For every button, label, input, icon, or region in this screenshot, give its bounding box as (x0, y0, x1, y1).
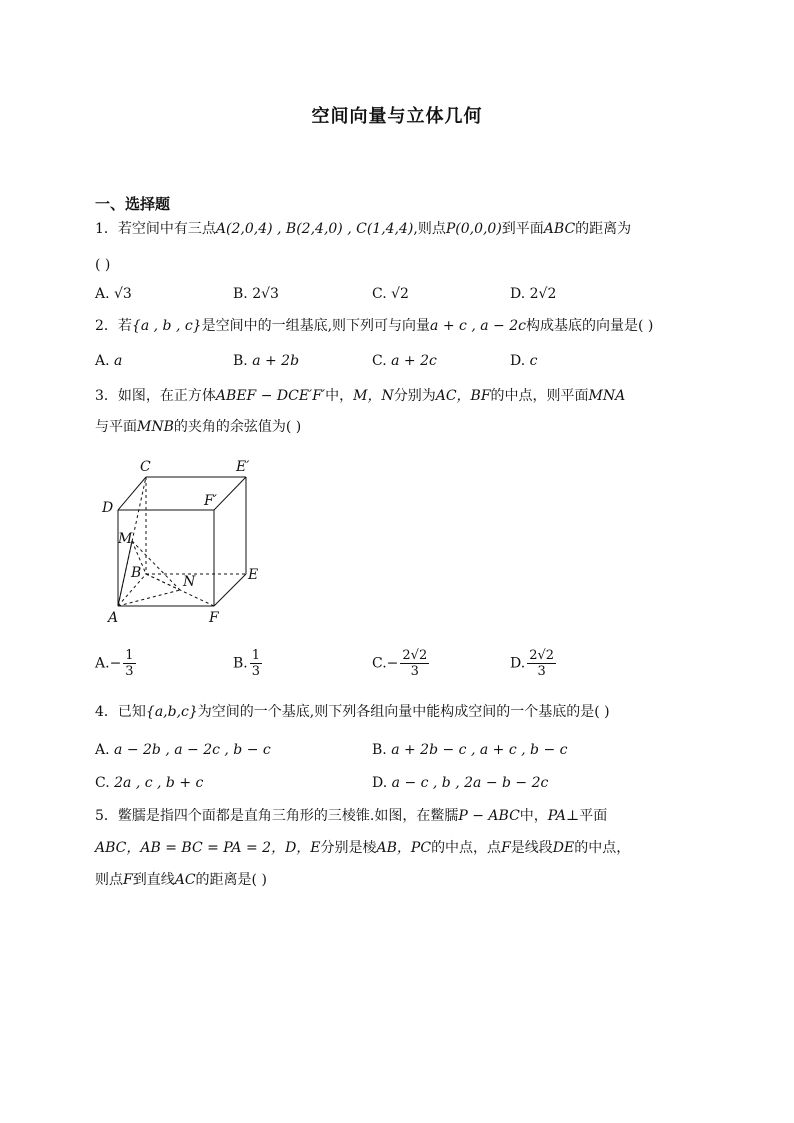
segments: AC，BF (435, 388, 491, 404)
label-f: F (209, 610, 219, 626)
question-text: 到平面 (501, 221, 544, 237)
option-b[interactable]: B. $\frac{1}{3}$ (233, 648, 261, 679)
question-text: 若空间中有三点 (117, 221, 216, 237)
option-a[interactable]: A.− $\frac{1}{3}$ (95, 648, 134, 679)
points-mn: M，N (353, 388, 394, 404)
question-text: 若 (117, 318, 132, 334)
option-d[interactable]: D. $\frac{2√2}{3}$ (510, 648, 555, 679)
question-1 (95, 219, 631, 239)
label-f-prime: F′ (204, 493, 217, 509)
option-c[interactable]: C.− $\frac{2√2}{3}$ (372, 648, 428, 679)
question-text: 已知 (117, 704, 146, 720)
page-title: 空间向量与立体几何 (311, 106, 483, 127)
question-5-line-3: 则点F到直线AC的距离是( ) (95, 872, 267, 888)
label-n: N (183, 574, 196, 590)
option-c[interactable]: C. a + 2c (372, 353, 437, 369)
point-p: P(0,0,0) (445, 221, 502, 237)
option-c[interactable]: C. √2 (372, 286, 409, 302)
question-number: 2． (95, 318, 118, 334)
question-text: 分别为 (393, 388, 436, 404)
question-5-line-2: ABC，AB = BC = PA = 2，D，E分别是棱AB，PC的中点，点F是线段DE的中点， (95, 840, 631, 856)
question-text: 构成基底的向量是( ) (525, 318, 654, 334)
question-text: 的夹角的余弦值为( ) (173, 419, 302, 435)
label-c: C (140, 459, 151, 475)
vectors: a + c , a − 2c (430, 318, 526, 334)
label-a: A (108, 610, 119, 626)
answer-paren: ( ) (95, 257, 111, 273)
question-text: 为空间的一个基底,则下列各组向量中能构成空间的一个基底的是( ) (197, 704, 610, 720)
plane-mna: MNA (588, 388, 626, 404)
option-d[interactable]: D. c (510, 353, 538, 369)
label-e-prime: E′ (236, 459, 250, 475)
question-number: 5． (95, 808, 118, 824)
cube-name: ABEF − DCE′F′ (215, 388, 326, 404)
option-a[interactable]: A. a (95, 353, 123, 369)
question-number: 4． (95, 704, 118, 720)
question-3-line-2 (95, 417, 301, 437)
label-m: M (118, 531, 133, 547)
question-number: 1． (95, 221, 118, 237)
question-text: 是空间中的一组基底,则下列可与向量 (201, 318, 431, 334)
option-b[interactable]: B. a + 2b − c , a + c , b − c (372, 742, 568, 758)
basis-set: {a,b,c} (145, 704, 198, 720)
question-text: ,则点 (413, 221, 446, 237)
plane-mnb: MNB (137, 419, 174, 435)
question-text: 鳖臑是指四个面都是直角三角形的三棱锥.如图，在鳖臑 (117, 808, 459, 824)
question-3 (95, 386, 625, 406)
question-2 (95, 316, 653, 336)
option-b[interactable]: B. 2√3 (233, 286, 279, 302)
option-a[interactable]: A. a − 2b , a − 2c , b − c (95, 742, 271, 758)
question-number: 3． (95, 388, 118, 404)
option-d[interactable]: D. a − c , b , 2a − b − 2c (372, 775, 549, 791)
question-text: ⊥平面 (566, 808, 608, 824)
option-b[interactable]: B. a + 2b (233, 353, 300, 369)
basis-set: {a , b , c} (131, 318, 202, 334)
question-text: 与平面 (95, 419, 137, 435)
question-text: 的中点，则平面 (490, 388, 589, 404)
option-d[interactable]: D. 2√2 (510, 286, 557, 302)
question-text: 中， (519, 808, 548, 824)
plane-abc: ABC (543, 221, 576, 237)
question-5 (95, 806, 607, 826)
pyramid-name: P − ABC (458, 808, 520, 824)
label-e: E (248, 567, 259, 583)
section-heading: 一、选择题 (95, 195, 171, 213)
label-b: B (131, 565, 142, 581)
label-d: D (102, 500, 114, 516)
option-c[interactable]: C. 2a , c , b + c (95, 775, 204, 791)
question-4 (95, 702, 610, 722)
question-text: 如图，在正方体 (117, 388, 216, 404)
points: A(2,0,4) , B(2,4,0) , C(1,4,4) (215, 221, 414, 237)
cube-figure (96, 455, 271, 630)
option-a[interactable]: A. √3 (95, 286, 132, 302)
question-text: 的距离为 (575, 221, 632, 237)
segment-pa: PA (547, 808, 567, 824)
question-text: 中， (325, 388, 354, 404)
